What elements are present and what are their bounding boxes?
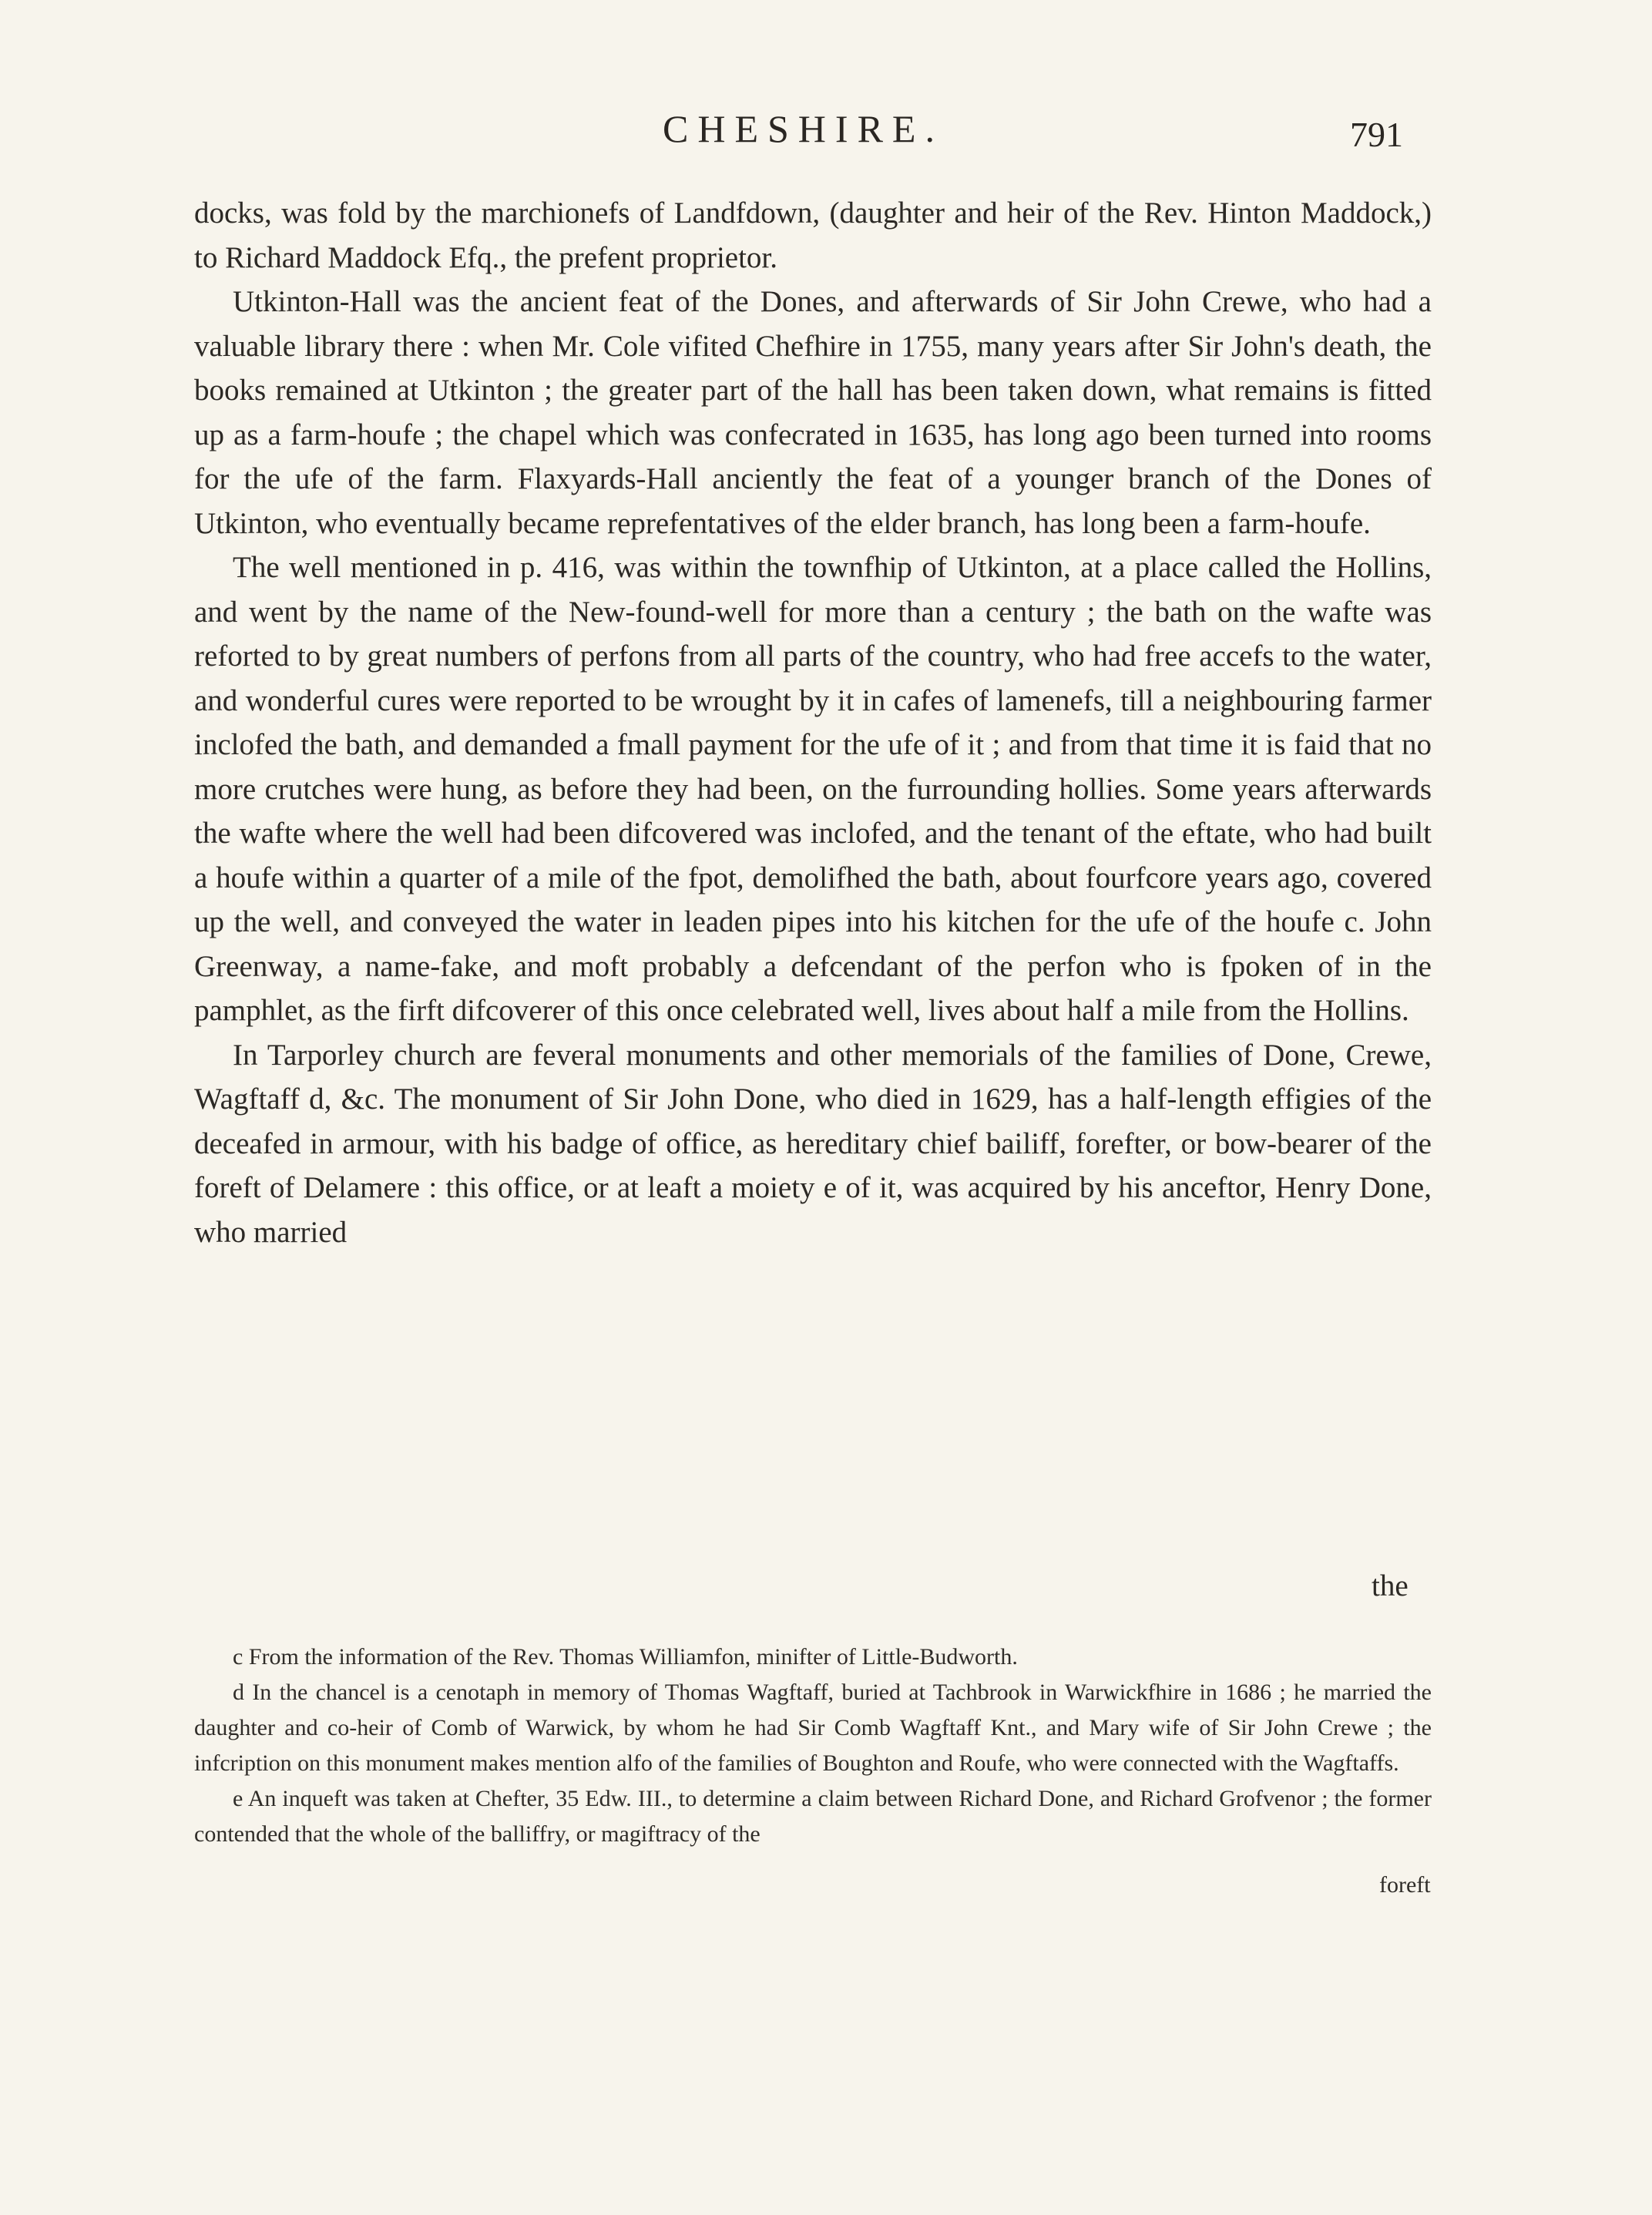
page-number: 791	[1350, 115, 1403, 154]
footnote-e: e An inqueft was taken at Chefter, 35 Edw. III., to determine a claim between Richard Done, and Richard Grofvenor ; the former contended that the whole of the balliffry, or magiftracy of the	[194, 1786, 1432, 1847]
footnote-catchword: foreft	[1379, 1872, 1431, 1898]
body-catchword: the	[1372, 1569, 1409, 1603]
paragraph-utkinton-hall: Utkinton-Hall was the ancient feat of the Dones, and afterwards of Sir John Crewe, who had a valuable library there : when Mr. Cole vifited Chefhire in 1755, many years after Sir John's death, the books remained at Utkinton ; the greater part of the hall has been taken down, what remains is fitted up as a farm-houfe ; the chapel which was confecrated in 1635, has long ago been turned into rooms for the ufe of the farm. Flaxyards-Hall anciently the feat of a younger branch of the Dones of Utkinton, who eventually became reprefentatives of the elder branch, has long been a farm-houfe.	[194, 285, 1432, 540]
paragraph-maddock: docks, was fold by the marchionefs of Landfdown, (daughter and heir of the Rev. Hinton Maddock,) to Richard Maddock Efq., the prefent proprietor.	[194, 196, 1432, 274]
paragraph-tarporley-church: In Tarporley church are feveral monuments and other memorials of the families of Done, Crewe, Wagftaff d, &c. The monument of Sir John Done, who died in 1629, has a half-length effigies of the deceafed in armour, with his badge of office, as hereditary chief bailiff, forefter, or bow-bearer of the foreft of Delamere : this office, or at leaft a moiety e of it, was acquired by his anceftor, Henry Done, who married	[194, 1038, 1432, 1249]
footnote-d: d In the chancel is a cenotaph in memory of Thomas Wagftaff, buried at Tachbrook in Warwickfhire in 1686 ; he married the daughter and co-heir of Comb of Warwick, by whom he had Sir Comb Wagftaff Knt., and Mary wife of Sir John Crewe ; the infcription on this monument makes mention alfo of the families of Boughton and Roufe, who were connected with the Wagftaffs.	[194, 1680, 1432, 1776]
paragraph-well: The well mentioned in p. 416, was within the townfhip of Utkinton, at a place called the Hollins, and went by the name of the New-found-well for more than a century ; the bath on the wafte was reforted to by great numbers of perfons from all parts of the country, who had free accefs to the water, and wonderful cures were reported to be wrought by it in cafes of lamenefs, till a neighbouring farmer inclofed the bath, and demanded a fmall payment for the ufe of it ; and from that time it is faid that no more crutches were hung, as before they had been, on the furrounding hollies. Some years afterwards the wafte where the well had been difcovered was inclofed, and the tenant of the eftate, who had built a houfe within a quarter of a mile of the fpot, demolifhed the bath, about fourfcore years ago, covered up the well, and conveyed the water in leaden pipes into his kitchen for the ufe of the houfe c. John Greenway, a name-fake, and moft probably a defcendant of the perfon who is fpoken of in the pamphlet, as the firft difcoverer of this once celebrated well, lives about half a mile from the Hollins.	[194, 551, 1432, 1027]
body-text	[194, 191, 1432, 1254]
footnotes	[194, 1639, 1432, 1852]
footnote-c: c From the information of the Rev. Thomas Williamfon, minifter of Little-Budworth.	[233, 1644, 1018, 1670]
running-head: CHESHIRE.	[663, 107, 944, 150]
